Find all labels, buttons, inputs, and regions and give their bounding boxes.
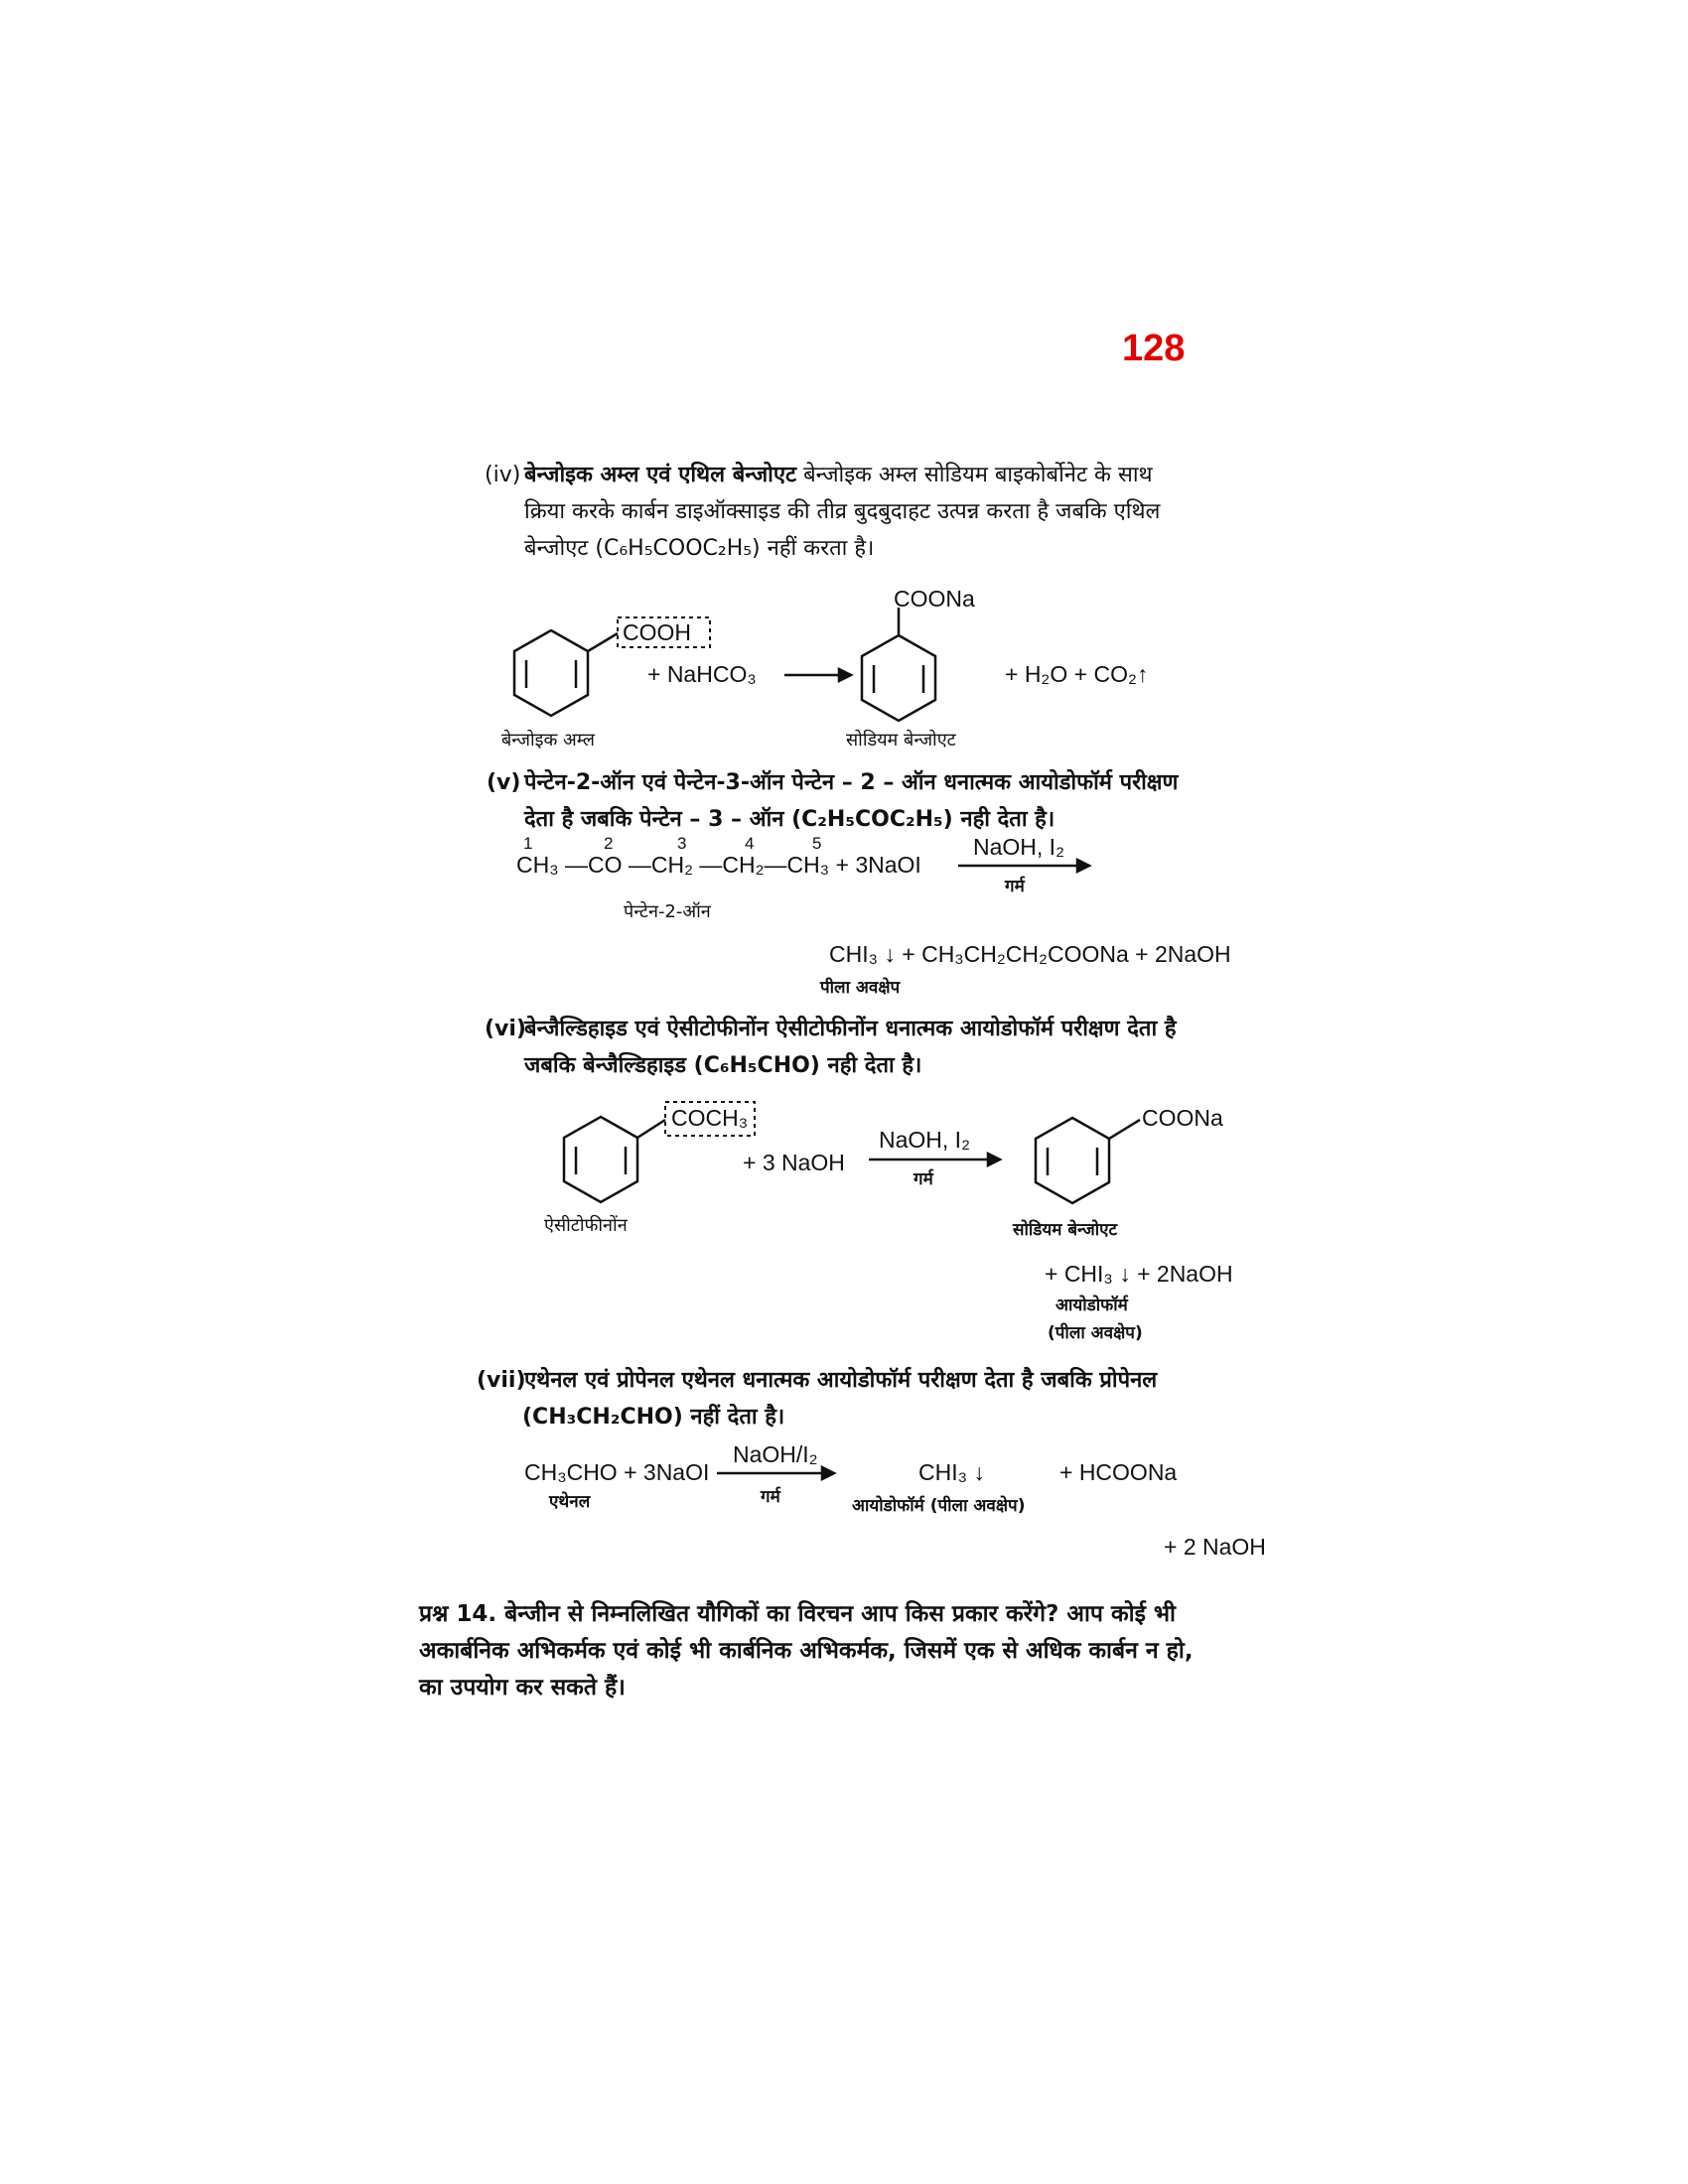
section-vi-marker: (vi) (485, 1017, 526, 1041)
label-benzoic-acid: बेन्जोइक अम्ल (501, 730, 595, 751)
cooh-group-label: COOH (623, 619, 691, 645)
label-ethanal: एथेनल (549, 1492, 591, 1512)
question-14-line2: अकार्बनिक अभिकर्मक एवं कोई भी कार्बनिक अभिकर्मक, जिसमें एक से अधिक कार्बन न हो, (419, 1638, 1194, 1664)
nahco3-reagent: + NaHCO₃ (647, 661, 757, 687)
label-sodium-benzoate-iv: सोडियम बेन्जोएट (846, 730, 956, 751)
carbon-number-2: 2 (604, 834, 614, 853)
carbon-number-5: 5 (812, 834, 822, 853)
iodoform-label-vi: आयोडोफॉर्म (1055, 1296, 1128, 1315)
coona-group-label-iv: COONa (894, 586, 975, 612)
question-14-text1: बेन्जीन से निम्नलिखित यौगिकों का विरचन आप किस प्रकार करेंगे? आप कोई भी (504, 1601, 1176, 1627)
section-v-line1: पेन्टेन-2-ऑन एवं पेन्टेन-3-ऑन पेन्टेन – 2 – ऑन धनात्मक आयोडोफॉर्म परीक्षण (524, 770, 1179, 795)
coona-group-label-vi: COONa (1142, 1105, 1223, 1131)
section-v-line2: देता है जबकि पेन्टेन – 3 – ऑन (C₂H₅COC₂H₅) नही देता है। (524, 807, 1055, 832)
product-hcoona-vii: + HCOONa (1059, 1459, 1178, 1485)
label-acetophenone: ऐसीटोफीनोंन (544, 1215, 628, 1236)
section-vi-line1: बेन्जैल्डिहाइड एवं ऐसीटोफीनोंन ऐसीटोफीनोंन धनात्मक आयोडोफॉर्म परीक्षण देता है (524, 1017, 1177, 1041)
naoh-reagent-vi: + 3 NaOH (743, 1150, 845, 1175)
question-14-line3: का उपयोग कर सकते हैं। (419, 1675, 626, 1701)
products-vi: + CHI₃ ↓ + 2NaOH (1045, 1261, 1233, 1287)
section-iv-marker: (iv) (485, 463, 521, 487)
label-sodium-benzoate-vi: सोडियम बेन्जोएट (1013, 1220, 1118, 1240)
section-vii-marker: (vii) (477, 1368, 526, 1393)
section-iv-line1-text: बेन्जोइक अम्ल सोडियम बाइकोर्बोनेट के साथ (803, 463, 1153, 487)
product-chi3-vii: CHI₃ ↓ (918, 1459, 985, 1485)
reagent-vii: NaOH/I₂ (733, 1441, 818, 1467)
label-iodoform-vii: आयोडोफॉर्म (पीला अवक्षेप) (852, 1496, 1026, 1516)
pentan-2-one-equation: CH₃ —CO —CH₂ —CH₂—CH₃ + 3NaOI (516, 852, 921, 878)
section-iv-line3: बेन्जोएट (C₆H₅COOC₂H₅) नहीं करता है। (524, 536, 875, 561)
carbon-number-3: 3 (677, 834, 687, 853)
section-iv-line1 (524, 457, 1264, 493)
ppt-label-vi: (पीला अवक्षेप) (1048, 1323, 1143, 1343)
condition-v: गर्म (1005, 877, 1025, 896)
reactant-vii: CH₃CHO + 3NaOI (524, 1459, 710, 1485)
products-v: CHI₃ ↓ + CH₃CH₂CH₂COONa + 2NaOH (829, 941, 1231, 967)
question-14-line1 (419, 1596, 1176, 1633)
condition-vii: गर्म (761, 1487, 780, 1507)
carbon-number-1: 1 (523, 834, 533, 853)
products-iv: + H₂O + CO₂↑ (1005, 661, 1149, 687)
section-vi-line2: जबकि बेन्जैल्डिहाइड (C₆H₅CHO) नही देता है। (524, 1053, 922, 1078)
section-iv-heading: बेन्जोइक अम्ल एवं एथिल बेन्जोएट (524, 463, 797, 487)
reagent-vi: NaOH, I₂ (879, 1127, 970, 1153)
section-vii-line1: एथेनल एवं प्रोपेनल एथेनल धनात्मक आयोडोफॉर्म परीक्षण देता है जबकि प्रोपेनल (524, 1368, 1158, 1393)
page-number: 128 (1122, 328, 1186, 369)
condition-vi: गर्म (914, 1169, 933, 1189)
coch3-group-label: COCH₃ (671, 1105, 749, 1131)
reagent-v: NaOH, I₂ (973, 834, 1064, 860)
section-v-marker: (v) (487, 770, 521, 795)
question-14-label: प्रश्न 14. (419, 1601, 497, 1627)
label-pentan-2-one: पेन्टेन-2-ऑन (624, 901, 711, 922)
ppt-label-v: पीला अवक्षेप (820, 978, 901, 998)
carbon-number-4: 4 (745, 834, 755, 853)
product-naoh-vii: + 2 NaOH (1164, 1534, 1266, 1560)
section-iv-line2: क्रिया करके कार्बन डाइऑक्साइड की तीव्र बुदबुदाहट उत्पन्न करता है जबकि एथिल (524, 499, 1161, 524)
section-vii-line2: (CH₃CH₂CHO) नहीं देता है। (522, 1405, 785, 1430)
